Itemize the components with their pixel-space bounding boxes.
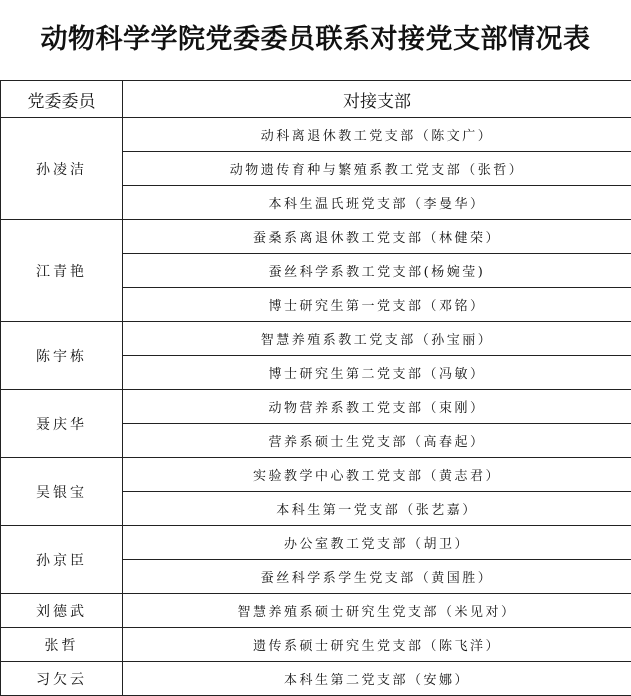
table-row (1, 458, 631, 492)
header-branch: 对接支部 (123, 81, 631, 118)
member-cell: 吴银宝 (1, 458, 123, 526)
table-row (1, 118, 631, 152)
member-cell: 聂庆华 (1, 390, 123, 458)
branch-cell: 实验教学中心教工党支部（黄志君） (123, 458, 631, 492)
member-cell: 孙京臣 (1, 526, 123, 594)
branch-cell: 动科离退休教工党支部（陈文广） (123, 118, 631, 152)
branch-cell: 蚕丝科学系学生党支部（黄国胜） (123, 560, 631, 594)
branch-cell: 办公室教工党支部（胡卫） (123, 526, 631, 560)
table-row (1, 390, 631, 424)
branch-cell: 本科生温氏班党支部（李曼华） (123, 186, 631, 220)
branch-cell: 本科生第二党支部（安娜） (123, 662, 631, 696)
branch-cell: 蚕丝科学系教工党支部(杨婉莹) (123, 254, 631, 288)
member-cell: 习欠云 (1, 662, 123, 696)
table-row (1, 526, 631, 560)
branch-cell: 博士研究生第一党支部（邓铭） (123, 288, 631, 322)
member-cell: 陈宇栋 (1, 322, 123, 390)
member-cell: 孙凌洁 (1, 118, 123, 220)
branch-cell: 博士研究生第二党支部（冯敏） (123, 356, 631, 390)
branch-cell: 营养系硕士生党支部（高春起） (123, 424, 631, 458)
table-header-row (1, 81, 631, 118)
member-cell: 江青艳 (1, 220, 123, 322)
table-row (1, 322, 631, 356)
branch-cell: 动物营养系教工党支部（束刚） (123, 390, 631, 424)
page-title: 动物科学学院党委委员联系对接党支部情况表 (0, 0, 631, 80)
branch-cell: 动物遗传育种与繁殖系教工党支部（张哲） (123, 152, 631, 186)
branch-cell: 智慧养殖系教工党支部（孙宝丽） (123, 322, 631, 356)
branch-cell: 遗传系硕士研究生党支部（陈飞洋） (123, 628, 631, 662)
branch-liaison-table (0, 80, 631, 696)
table-row (1, 220, 631, 254)
branch-cell: 蚕桑系离退休教工党支部（林健荣） (123, 220, 631, 254)
branch-cell: 本科生第一党支部（张艺嘉） (123, 492, 631, 526)
member-cell: 刘德武 (1, 594, 123, 628)
branch-cell: 智慧养殖系硕士研究生党支部（米见对） (123, 594, 631, 628)
member-cell: 张哲 (1, 628, 123, 662)
table-row (1, 594, 631, 628)
header-member: 党委委员 (1, 81, 123, 118)
table-row (1, 628, 631, 662)
table-row (1, 662, 631, 696)
